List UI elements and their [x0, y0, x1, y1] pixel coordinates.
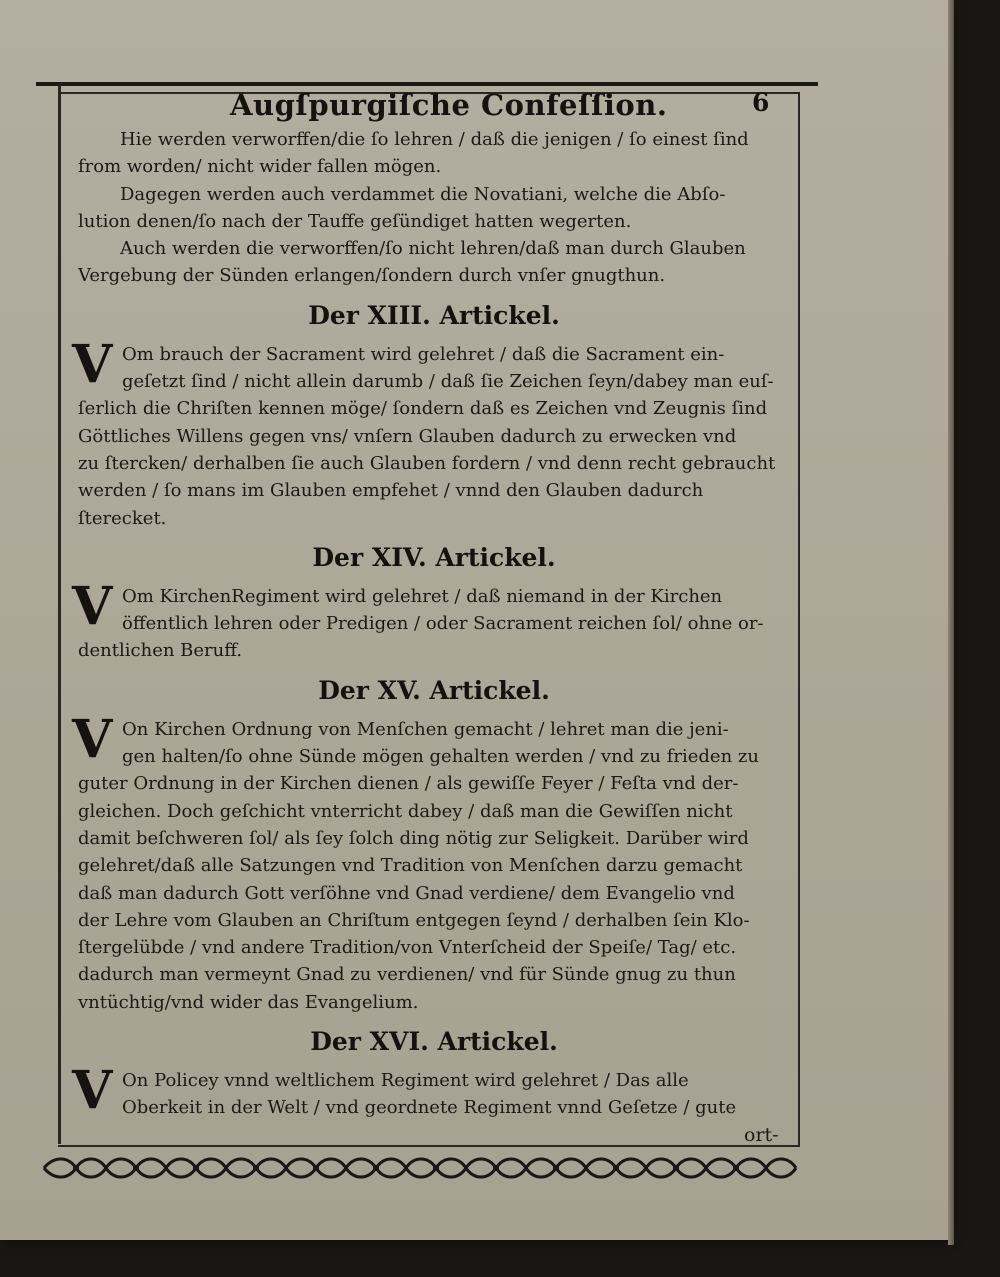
- article-paragraph: [72, 1060, 790, 1122]
- ornamental-border-icon: [40, 1152, 800, 1184]
- drop-cap: V: [72, 575, 113, 637]
- frame-rule-top-outer: [36, 82, 818, 86]
- text-line: dadurch man vermeynt Gnad zu verdienen/ vnd für Sünde gnug zu thun: [78, 964, 736, 986]
- text-line: geſetzt ſind / nicht allein darumb / daß ſie Zeichen ſeyn/dabey man euſ-: [122, 371, 774, 393]
- text-line: lution denen/ſo nach der Tauffe geſündiget hatten wegerten.: [78, 210, 632, 232]
- page-edge: [948, 0, 954, 1245]
- text-line: Auch werden die verworffen/ſo nicht lehren/daß man durch Glauben: [120, 238, 746, 260]
- drop-cap: V: [72, 333, 113, 395]
- text-line: ſterecket.: [78, 507, 167, 529]
- frame-rule-left: [58, 84, 61, 1144]
- text-line: Om KirchenRegiment wird gelehret / daß niemand in der Kirchen: [122, 585, 723, 607]
- text-line: daß man dadurch Gott verſöhne vnd Gnad verdiene/ dem Evangelio vnd: [78, 882, 735, 904]
- text-line: Hie werden verworffen/die ſo lehren / daß die jenigen / ſo einest ſind: [120, 129, 749, 150]
- article-paragraph: [72, 575, 790, 665]
- text-line: On Policey vnnd weltlichem Regiment wird gelehret / Das alle: [122, 1070, 689, 1092]
- text-line: dentlichen Beruff.: [78, 640, 243, 662]
- text-line: ſerlich die Chriſten kennen möge/ ſondern daß es Zeichen vnd Zeugnis ſind: [78, 398, 768, 420]
- frame-rule-bottom: [58, 1145, 800, 1147]
- text-line: Om brauch der Sacrament wird gelehret / daß die Sacrament ein-: [122, 343, 725, 365]
- text-line: damit beſchweren ſol/ als ſey ſolch ding nötig zur Seligkeit. Darüber wird: [78, 827, 749, 849]
- drop-cap: V: [72, 708, 113, 770]
- frame-rule-right: [798, 92, 800, 1147]
- text-line: On Kirchen Ordnung von Menſchen gemacht / lehret man die jeni-: [122, 718, 729, 740]
- text-line: Vergebung der Sünden erlangen/ſondern durch vnſer gnugthun.: [78, 265, 666, 287]
- text-line: der Lehre vom Glauben an Chriſtum entgegen ſeynd / derhalben ſein Klo-: [78, 909, 750, 931]
- text-line: gen halten/ſo ohne Sünde mögen gehalten werden / vnd zu frieden zu: [122, 746, 759, 768]
- text-line: from worden/ nicht wider fallen mögen.: [78, 156, 442, 178]
- article-heading: Der XV. Artickel.: [318, 675, 550, 705]
- article-heading: Der XIV. Artickel.: [312, 542, 556, 572]
- article-paragraph: [72, 708, 790, 1016]
- running-title: Augſpurgiſche Confeſſion.: [230, 88, 668, 122]
- text-line: vntüchtig/vnd wider das Evangelium.: [78, 991, 419, 1013]
- text-line: Göttliches Willens gegen vns/ vnſern Glauben dadurch zu erwecken vnd: [78, 425, 737, 447]
- page-number: 6: [752, 88, 770, 117]
- text-line: gleichen. Doch geſchicht vnterricht dabey / daß man die Gewiſſen nicht: [78, 800, 733, 822]
- text-line: werden / ſo mans im Glauben empfehet / vnnd den Glauben dadurch: [78, 480, 704, 502]
- text-line: ſtergelübde / vnd andere Tradition/von Vnterſcheid der Speiſe/ Tag/ etc.: [78, 937, 737, 959]
- catchword: ort-: [744, 1124, 779, 1146]
- text-line: zu ſtercken/ derhalben ſie auch Glauben fordern / vnd denn recht gebraucht: [78, 452, 776, 474]
- text-block: [72, 126, 790, 1122]
- text-line: Oberkeit in der Welt / vnd geordnete Regiment vnnd Geſetze / gute: [122, 1097, 737, 1119]
- drop-cap: V: [72, 1060, 113, 1122]
- text-line: Dagegen werden auch verdammet die Novatiani, welche die Abſo-: [120, 183, 726, 205]
- text-line: gelehret/daß alle Satzungen vnd Tradition von Menſchen darzu gemacht: [78, 855, 743, 877]
- text-line: öffentlich lehren oder Predigen / oder Sacrament reichen ſol/ ohne or-: [122, 613, 764, 635]
- article-heading: Der XIII. Artickel.: [308, 300, 560, 330]
- article-heading: Der XVI. Artickel.: [310, 1027, 558, 1057]
- text-line: guter Ordnung in der Kirchen dienen / als gewiſſe Feyer / Feſta vnd der-: [78, 773, 739, 795]
- article-paragraph: [72, 333, 790, 532]
